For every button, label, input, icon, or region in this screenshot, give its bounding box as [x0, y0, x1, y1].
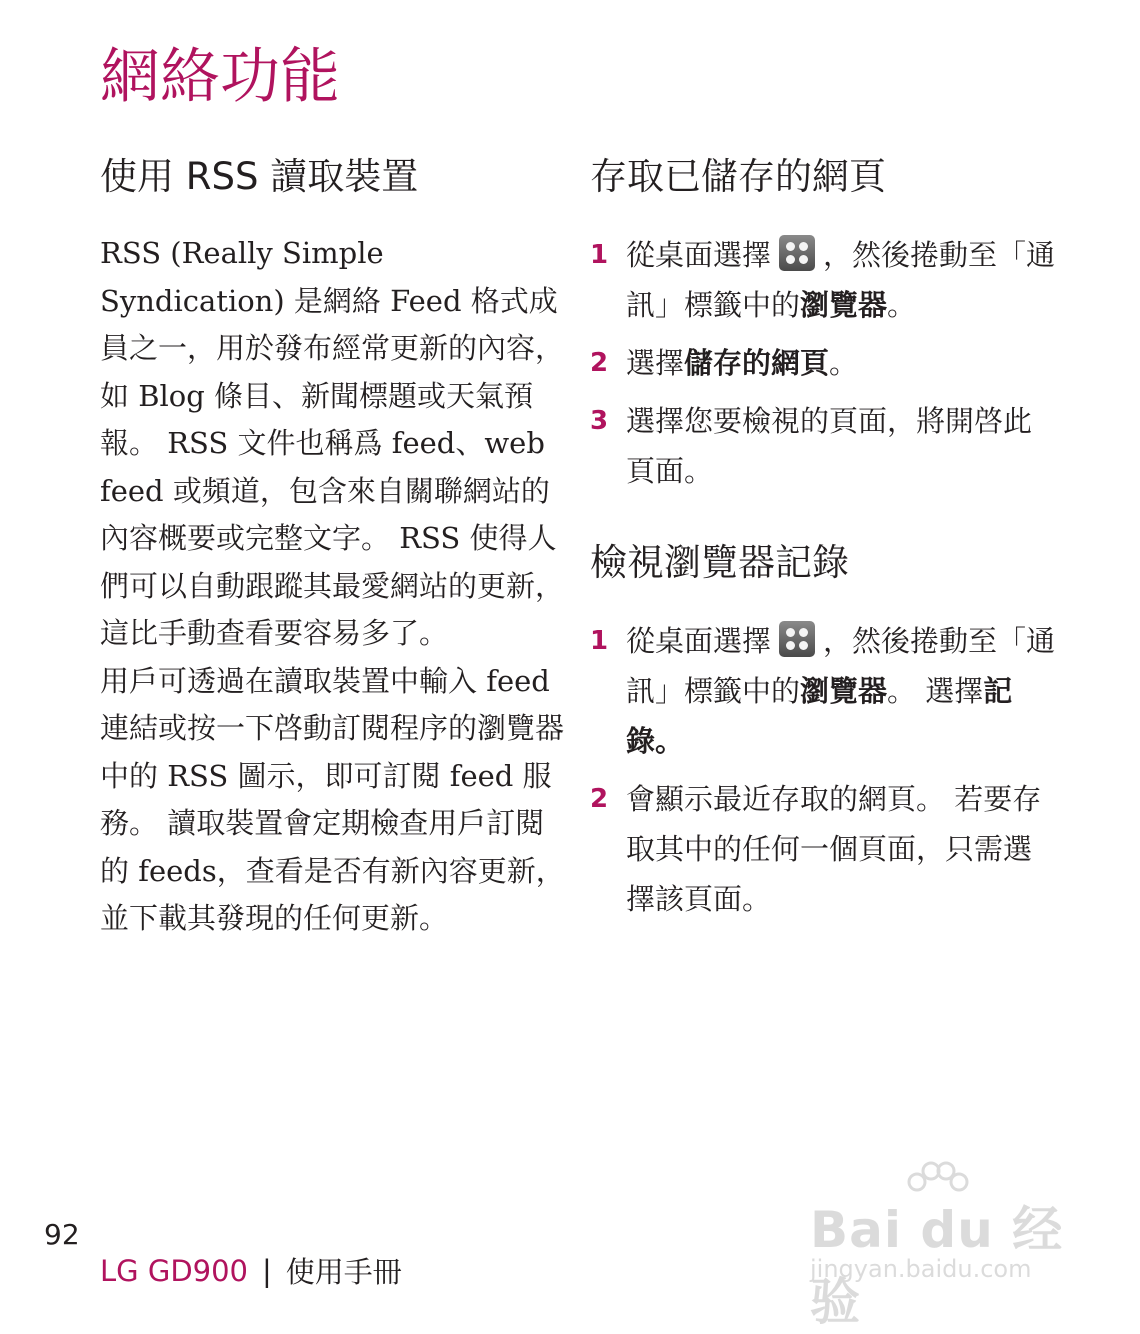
list-item [590, 774, 1060, 924]
step-number: 1 [590, 626, 609, 656]
step-text [626, 230, 1060, 330]
browser-label: 瀏覽器 [800, 288, 888, 322]
step-text-part: ，然後捲動至「通訊」標籤中的 [626, 238, 1056, 322]
history-section [590, 536, 1060, 924]
watermark-logo: Bai du 经验 [810, 1201, 1064, 1331]
step-text-part: 。 [829, 346, 859, 380]
step-text-part: 選擇 [626, 346, 685, 380]
step-number: 3 [590, 406, 609, 436]
list-item [590, 616, 1060, 766]
step-text-part: 從桌面選擇 [626, 238, 772, 272]
step-text-part: ，然後捲動至「通訊」標籤中的 [626, 624, 1056, 708]
rss-intro-paragraph: RSS (Really Simple Syndication) 是網絡 Feed 格式成員之一，用於發布經常更新的內容，如 Blog 條目、新聞標題或天氣預報。 RSS 文件也稱爲 feed、web feed 或頻道，包含來自關聯網站的內容概要或完整文字。 RSS 使得人們可以自動跟蹤其最愛網站的更新，這比手動查看要容易多了。 [100, 236, 565, 650]
step-text [626, 616, 1060, 766]
step-number: 1 [590, 240, 609, 270]
watermark-url: jingyan.baidu.com [810, 1255, 1032, 1283]
left-column [100, 150, 570, 943]
page-number: 92 [44, 1218, 80, 1251]
app-grid-icon [779, 621, 815, 657]
step-text-part: 。 [887, 288, 917, 322]
step-text: 選擇您要檢視的頁面，將開啓此頁面。 [626, 404, 1033, 488]
step-text: 會顯示最近存取的網頁。 若要存取其中的任何一個頁面，只需選擇該頁面。 [626, 782, 1042, 916]
saved-pages-heading: 存取已儲存的網頁 [590, 155, 886, 198]
footer-separator: | [262, 1253, 272, 1288]
rss-subscribe-paragraph: 用戶可透過在讀取裝置中輸入 feed 連結或按一下啓動訂閱程序的瀏覽器中的 RSS 圖示，即可訂閱 feed 服務。 讀取裝置會定期檢查用戶訂閱的 feeds，查看是否有新內容更新，並下載其發現的任何更新。 [100, 663, 565, 935]
browser-label: 瀏覽器 [800, 674, 888, 708]
step-text-part: 。 選擇 [887, 674, 984, 708]
page-title: 網絡功能 [100, 42, 340, 112]
rss-reader-heading: 使用 RSS 讀取裝置 [100, 155, 419, 198]
history-steps [590, 616, 1060, 924]
footer-guide-title: 使用手冊 [285, 1255, 402, 1289]
footer [100, 1250, 402, 1291]
browser-history-heading: 檢視瀏覽器記錄 [590, 541, 849, 584]
baidu-watermark [810, 1160, 1070, 1331]
list-item [590, 230, 1060, 330]
list-item [590, 338, 1060, 388]
footer-model: LG GD900 [100, 1253, 249, 1288]
saved-pages-label: 儲存的網頁 [684, 346, 830, 380]
saved-pages-steps [590, 230, 1060, 496]
app-grid-icon [779, 235, 815, 271]
history-label: 記錄。 [626, 674, 1013, 758]
step-number: 2 [590, 784, 609, 814]
step-number: 2 [590, 348, 609, 378]
right-column [590, 150, 1060, 932]
step-text-part: 從桌面選擇 [626, 624, 772, 658]
list-item [590, 396, 1060, 496]
step-text [626, 338, 1060, 388]
